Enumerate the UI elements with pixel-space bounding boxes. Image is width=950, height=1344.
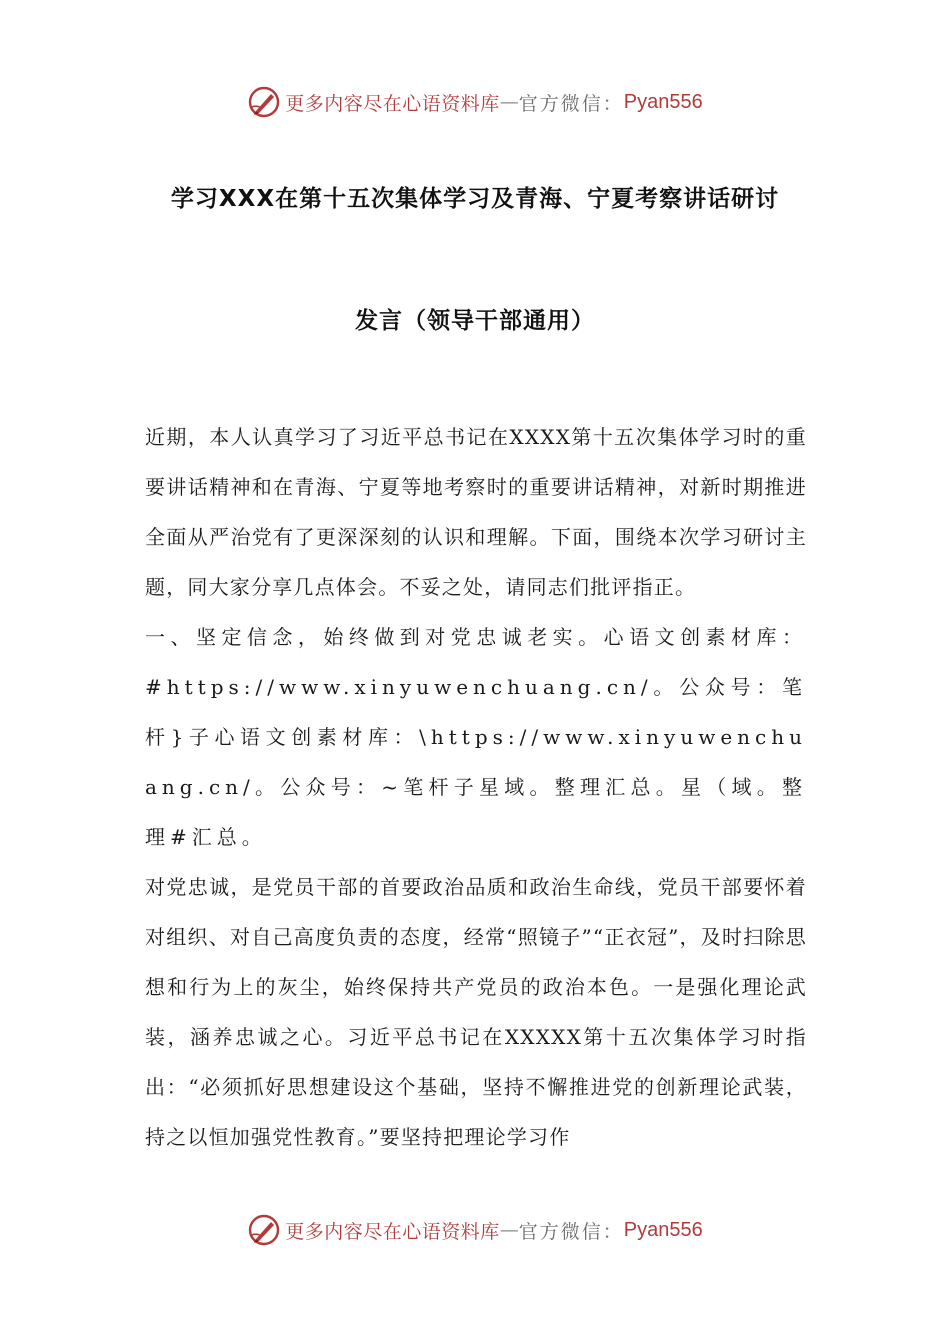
- banner-brand-text: 更多内容尽在心语资料库: [285, 92, 500, 115]
- banner-wechat-id: Pyan556: [623, 90, 703, 113]
- banner-dash: —: [499, 1219, 519, 1241]
- paragraph-section-heading: 一、坚定信念，始终做到对党忠诚老实。心语文创素材库：#https://www.xinyuwenchuang.cn/。公众号：笔杆}子心语文创素材库：\https://www.xinyuwenchuang.cn/。公众号：~笔杆子星域。整理汇总。星（域。整理#汇总。: [145, 625, 807, 849]
- banner-wechat-id: Pyan556: [623, 1218, 703, 1241]
- pen-logo-icon: [247, 85, 281, 119]
- paragraph-loyalty: 对党忠诚，是党员干部的首要政治品质和政治生命线，党员干部要怀着对组织、对自己高度负责的态度，经常“照镜子”“正衣冠”，及时扫除思想和行为上的灰尘，始终保持共产党员的政治本色。一是强化理论武装，涵养忠诚之心。习近平总书记在XXXXX第十五次集体学习时指出：“必须抓好思想建设这个基础，坚持不懈推进党的创新理论武装，持之以恒加强党性教育。”要坚持把理论学习作: [145, 875, 807, 1149]
- banner-wechat-label: 官方微信：: [518, 92, 624, 115]
- document-title-line-2: 发言（领导干部通用）: [355, 308, 595, 334]
- banner-brand-text: 更多内容尽在心语资料库: [285, 1220, 500, 1243]
- header-banner: [0, 80, 950, 124]
- paragraph-intro: 近期，本人认真学习了习近平总书记在XXXX第十五次集体学习时的重要讲话精神和在青海、宁夏等地考察时的重要讲话精神，对新时期推进全面从严治党有了更深深刻的认识和理解。下面，围绕本次学习研讨主题，同大家分享几点体会。不妥之处，请同志们批评指正。: [145, 425, 807, 599]
- document-title-line-1: 学习XXX在第十五次集体学习及青海、宁夏考察讲话研讨: [170, 186, 780, 212]
- banner-wechat-label: 官方微信：: [518, 1220, 624, 1243]
- pen-logo-icon: [247, 1213, 281, 1247]
- footer-banner: [0, 1208, 950, 1252]
- banner-dash: —: [499, 91, 519, 113]
- document-body: [145, 412, 807, 1162]
